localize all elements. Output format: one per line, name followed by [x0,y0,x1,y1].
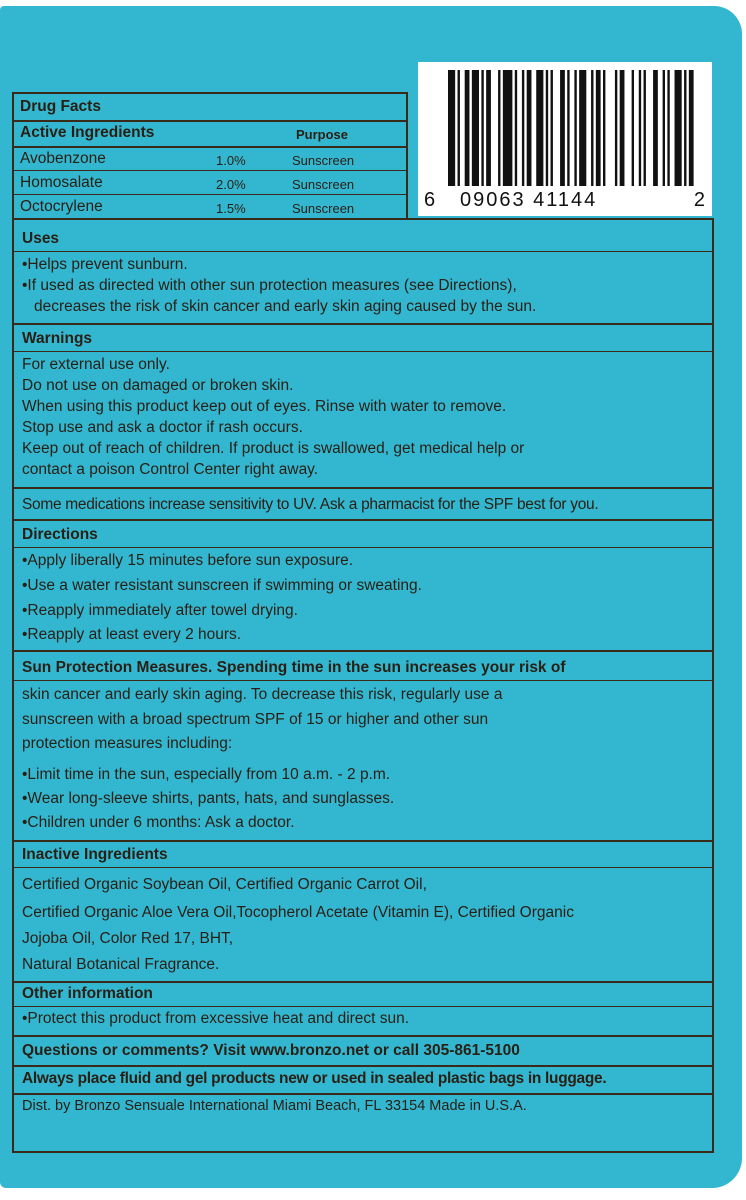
sun-protection-line: skin cancer and early skin aging. To decrease this risk, regularly use a [22,686,503,703]
ingredient-purpose: Sunscreen [292,177,355,192]
warnings-line: Stop use and ask a doctor if rash occurs. [22,419,303,436]
barcode-bar [498,70,500,186]
ingredient-percent: 1.0% [216,153,246,168]
directions-line: •Reapply at least every 2 hours. [22,626,242,643]
barcode-bar [527,70,532,186]
barcode-bar [560,70,565,186]
barcode-bar [458,70,460,186]
warnings-line: contact a poison Control Center right away. [22,461,319,478]
ingredient-purpose: Sunscreen [292,201,355,216]
barcode-bar [675,70,682,186]
directions-line: •Apply liberally 15 minutes before sun exposure. [22,552,354,569]
uses-line: •Helps prevent sunburn. [22,256,188,273]
barcode-bar [596,70,601,186]
drug-facts-box [12,92,408,220]
barcode-first-digit: 6 [424,189,437,211]
directions-heading: Directions [22,526,98,543]
active-ingredients-heading: Active Ingredients [20,124,155,141]
barcode-check-digit: 2 [693,189,706,211]
barcode-bar [503,70,513,186]
barcode-bar [551,70,553,186]
barcode-bar [603,70,605,186]
ingredient-name: Octocrylene [20,198,103,215]
directions-line: •Reapply immediately after towel drying. [22,602,298,619]
sun-protection-line: •Limit time in the sun, especially from 10 a.m. - 2 p.m. [22,766,391,783]
inactive-ingredients-line: Certified Organic Soybean Oil, Certified Organic Carrot Oil, [22,876,427,893]
barcode-bar [653,70,658,186]
barcode-bar [639,70,641,186]
barcode-bar [684,70,686,186]
sun-protection-line: •Children under 6 months: Ask a doctor. [22,814,295,831]
directions-line: •Use a water resistant sunscreen if swimming or sweating. [22,577,422,594]
ingredient-name: Homosalate [20,174,103,191]
barcode-digits: 09063 41144 [460,189,598,211]
warnings-line: Keep out of reach of children. If product is swallowed, get medical help or [22,440,525,457]
questions-line: Questions or comments? Visit www.bronzo.net or call 305-861-5100 [22,1042,520,1059]
inactive-ingredients-line: Jojoba Oil, Color Red 17, BHT, [22,930,234,947]
ingredient-percent: 2.0% [216,177,246,192]
barcode-bar [465,70,470,186]
inactive-ingredients-heading: Inactive Ingredients [22,846,168,863]
sun-protection-line: sunscreen with a broad spectrum SPF of 15 or higher and other sun [22,711,489,728]
inactive-ingredients-line: Certified Organic Aloe Vera Oil,Tocopherol Acetate (Vitamin E), Certified Organic [22,904,574,921]
barcode-bar [591,70,593,186]
barcode-bar [536,70,543,186]
uses-heading: Uses [22,230,60,247]
barcode-bar [522,70,524,186]
other-information-line: •Protect this product from excessive heat and direct sun. [22,1010,410,1027]
barcode-bar [574,70,576,186]
barcode-bar [667,70,669,186]
barcode [418,62,712,216]
ingredient-percent: 1.5% [216,201,246,216]
barcode-bar [486,70,491,186]
barcode-bar [546,70,548,186]
barcode-bar [663,70,665,186]
barcode-bar [567,70,569,186]
distributor-line: Dist. by Bronzo Sensuale International Miami Beach, FL 33154 Made in U.S.A. [22,1098,527,1114]
uses-line: decreases the risk of skin cancer and early skin aging caused by the sun. [34,298,537,315]
barcode-bar [515,70,517,186]
barcode-bars [448,70,696,186]
barcode-bar [448,70,455,186]
barcode-bar [620,70,625,186]
facts-panel [12,218,714,1153]
luggage-notice: Always place fluid and gel products new or used in sealed plastic bags in luggage. [22,1070,607,1087]
warnings-line: When using this product keep out of eyes. Rinse with water to remove. [22,398,507,415]
barcode-bar [579,70,586,186]
uses-line: •If used as directed with other sun protection measures (see Directions), [22,277,517,294]
warnings-line: For external use only. [22,356,170,373]
uv-sensitivity-note: Some medications increase sensitivity to UV. Ask a pharmacist for the SPF best for you. [22,496,599,513]
ingredient-name: Avobenzone [20,150,106,167]
ingredient-purpose: Sunscreen [292,153,355,168]
barcode-bar [615,70,617,186]
warnings-heading: Warnings [22,330,93,347]
barcode-bar [472,70,479,186]
barcode-bar [689,70,694,186]
sun-protection-heading: Sun Protection Measures. Spending time in the sun increases your risk of [22,659,566,676]
drug-facts-title: Drug Facts [20,98,101,115]
sun-protection-line: protection measures including: [22,735,233,752]
warnings-line: Do not use on damaged or broken skin. [22,377,294,394]
barcode-bar [481,70,483,186]
label-card [0,6,742,1188]
barcode-bar [644,70,646,186]
other-information-heading: Other information [22,985,153,1002]
sun-protection-line: •Wear long-sleeve shirts, pants, hats, and sunglasses. [22,790,395,807]
purpose-heading: Purpose [296,127,349,142]
barcode-bar [632,70,634,186]
inactive-ingredients-line: Natural Botanical Fragrance. [22,956,220,973]
